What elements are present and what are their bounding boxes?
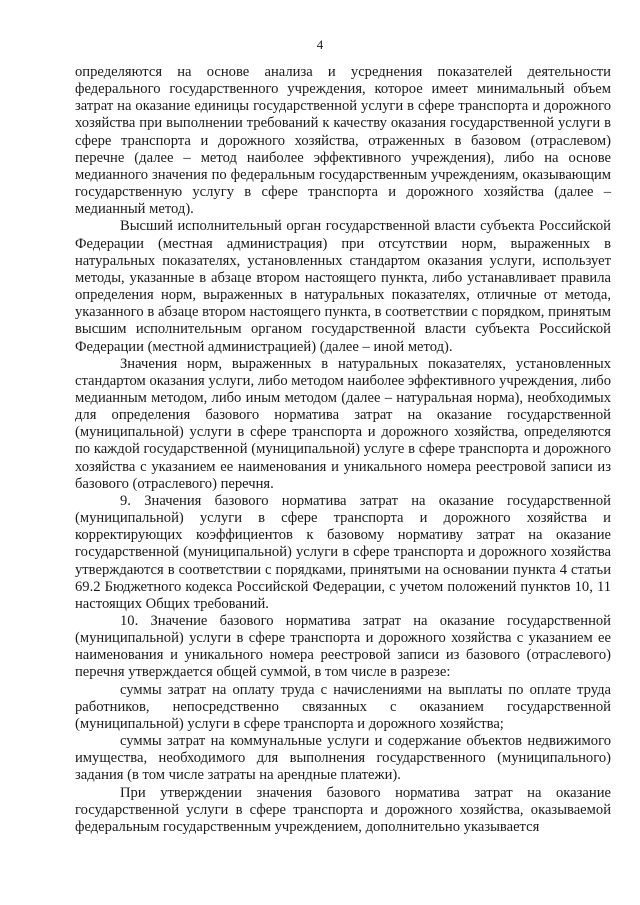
paragraph-norm-values: Значения норм, выраженных в натуральных показателях, установленных стандартом оказания услуги, либо методом наиболее эффективного учреждения, либо медианным методом, либо иным методом (далее – натуральная норма), необходимых для определения базового норматива затрат на оказание государственной (муниципальной) услуги в сфере транспорта и дорожного хозяйства, определяются по каждой государственной (муниципальной) услуге в сфере транспорта и дорожного хозяйства с указанием ее наименования и уникального номера реестровой записи из базового (отраслевого) перечня. <box>75 355 611 492</box>
paragraph-item-10: 10. Значение базового норматива затрат на оказание государственной (муниципальной) услуги в сфере транспорта и дорожного хозяйства с указанием ее наименования и уникального номера реестровой записи из базового (отраслевого) перечня утверждается общей суммой, в том числе в разрезе: <box>75 613 611 681</box>
paragraph-labor-costs: суммы затрат на оплату труда с начислениями на выплаты по оплате труда работников, непосредственно связанных с оказанием государственной (муниципальной) услуги в сфере транспорта и дорожного хозяйства; <box>75 681 611 732</box>
document-body <box>75 64 611 836</box>
paragraph-approval: При утверждении значения базового норматива затрат на оказание государственной услуги в сфере транспорта и дорожного хозяйства, оказываемой федеральным государственным учреждением, дополнительно указывается <box>75 784 611 835</box>
paragraph-continuation: определяются на основе анализа и усреднения показателей деятельности федерального государственного учреждения, которое имеет минимальный объем затрат на оказание единицы государственной услуги в сфере транспорта и дорожного хозяйства при выполнении требований к качеству оказания государственной услуги в сфере транспорта и дорожного хозяйства, отраженных в базовом (отраслевом) перечне (далее – метод наиболее эффективного учреждения), либо на основе медианного значения по федеральным государственным учреждениям, оказывающим государственную услугу в сфере транспорта и дорожного хозяйства (далее – медианный метод). <box>75 64 611 218</box>
paragraph-high-executive-organ: Высший исполнительный орган государственной власти субъекта Российской Федерации (местная администрация) при отсутствии норм, выраженных в натуральных показателях, установленных стандартом оказания услуги, использует методы, указанные в абзаце втором настоящего пункта, либо устанавливает правила определения норм, выраженных в натуральных показателях, отличные от метода, указанного в абзаце втором настоящего пункта, в соответствии с порядком, принятым высшим исполнительным органом государственной власти субъекта Российской Федерации (местной администрацией) (далее – иной метод). <box>75 218 611 355</box>
paragraph-item-9: 9. Значения базового норматива затрат на оказание государственной (муниципальной) услуги в сфере транспорта и дорожного хозяйства и корректирующих коэффициентов к базовому нормативу затрат на оказание государственной (муниципальной) услуги в сфере транспорта и дорожного хозяйства утверждаются в соответствии с порядками, принятыми на основании пункта 4 статьи 69.2 Бюджетного кодекса Российской Федерации, с учетом положений пунктов 10, 11 настоящих Общих требований. <box>75 492 611 612</box>
paragraph-utility-costs: суммы затрат на коммунальные услуги и содержание объектов недвижимого имущества, необходимого для выполнения государственного (муниципального) задания (в том числе затраты на арендные платежи). <box>75 733 611 784</box>
page-number: 4 <box>316 37 324 52</box>
